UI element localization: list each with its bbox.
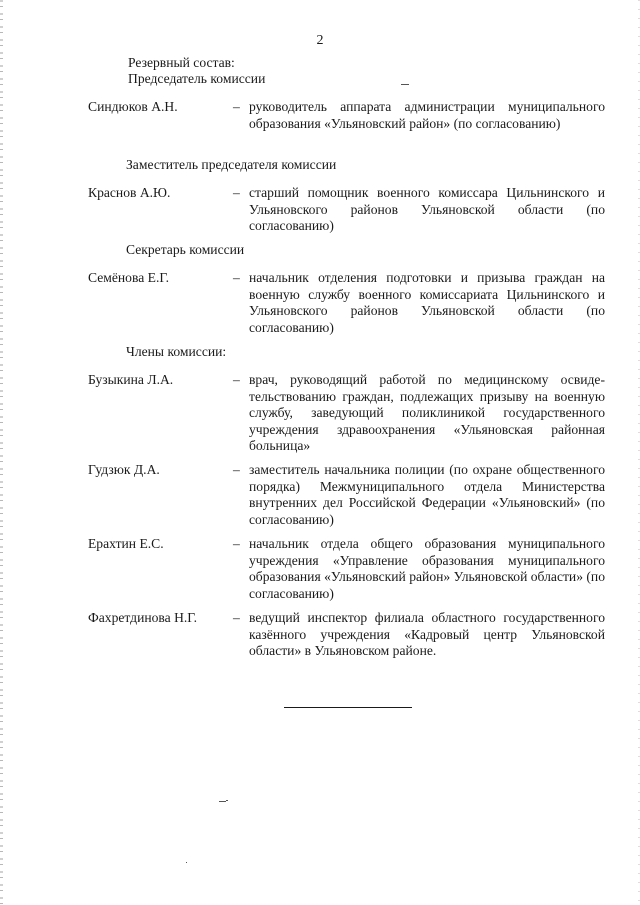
member-role: старший помощник военного комиссара Цильнинского и Ульяновского районов Ульяновской области (по согласованию): [249, 185, 605, 233]
member-name: Синдюков А.Н.: [88, 99, 178, 114]
member-role: руководитель аппарата администрации муниципального образования «Ульяновский район» (по согласованию): [249, 99, 605, 131]
member-dash: –: [233, 372, 240, 387]
page-number: 2: [316, 33, 324, 48]
member-dash: –: [233, 185, 240, 200]
member-role: начальник отделения подготовки и призыва граждан на военную службу военного комиссариата Цильнинского и Ульяновского районов Ульяновской области (по согласованию): [249, 270, 605, 335]
member-name: Краснов А.Ю.: [88, 185, 171, 200]
member-role: заместитель начальника полиции (по охране общественного порядка) Межмуниципального отдела Министерства внутренних дел Российской Федерации «Ульяновский» (по согласованию): [249, 462, 605, 527]
closing-rule: [284, 707, 412, 708]
member-role: начальник отдела общего образования муниципального учреждения «Управление образования муниципального образования «Ульяновский район» Ульяновской области» (по согласованию): [249, 536, 605, 601]
section-title-chairman: Председатель комиссии: [128, 71, 266, 86]
section-title-deputy: Заместитель председателя комиссии: [126, 157, 337, 172]
member-name: Фахретдинова Н.Г.: [88, 610, 198, 625]
member-name: Гудзюк Д.А.: [88, 462, 160, 477]
scan-edge-left: [0, 0, 3, 905]
reserve-heading: Резервный состав:: [128, 55, 235, 70]
section-title-members: Члены комиссии:: [126, 344, 227, 359]
member-dash: –: [233, 99, 240, 114]
member-name: Ерахтин Е.С.: [88, 536, 164, 551]
member-dash: –: [233, 536, 240, 551]
scan-speck: [226, 800, 228, 801]
member-dash: –: [233, 610, 240, 625]
scan-speck: [186, 862, 187, 863]
member-name: Бузыкина Л.А.: [88, 372, 174, 387]
member-role: ведущий инспектор филиала областного государственного казённого учреждения «Кадровый центр Ульяновской области» в Ульяновском районе.: [249, 610, 605, 658]
scan-speck: [219, 801, 226, 802]
section-title-secretary: Секретарь комиссии: [126, 242, 245, 257]
scan-speck: [401, 84, 409, 85]
member-role: врач, руководящий работой по медицинскому освидетельствованию граждан, подлежащих призыву на военную службу, заведующий поликлиникой государственного учреждения здравоохранения «Ульяновская районная больница»: [249, 372, 605, 453]
member-name: Семёнова Е.Г.: [88, 270, 170, 285]
member-dash: –: [233, 270, 240, 285]
member-dash: –: [233, 462, 240, 477]
